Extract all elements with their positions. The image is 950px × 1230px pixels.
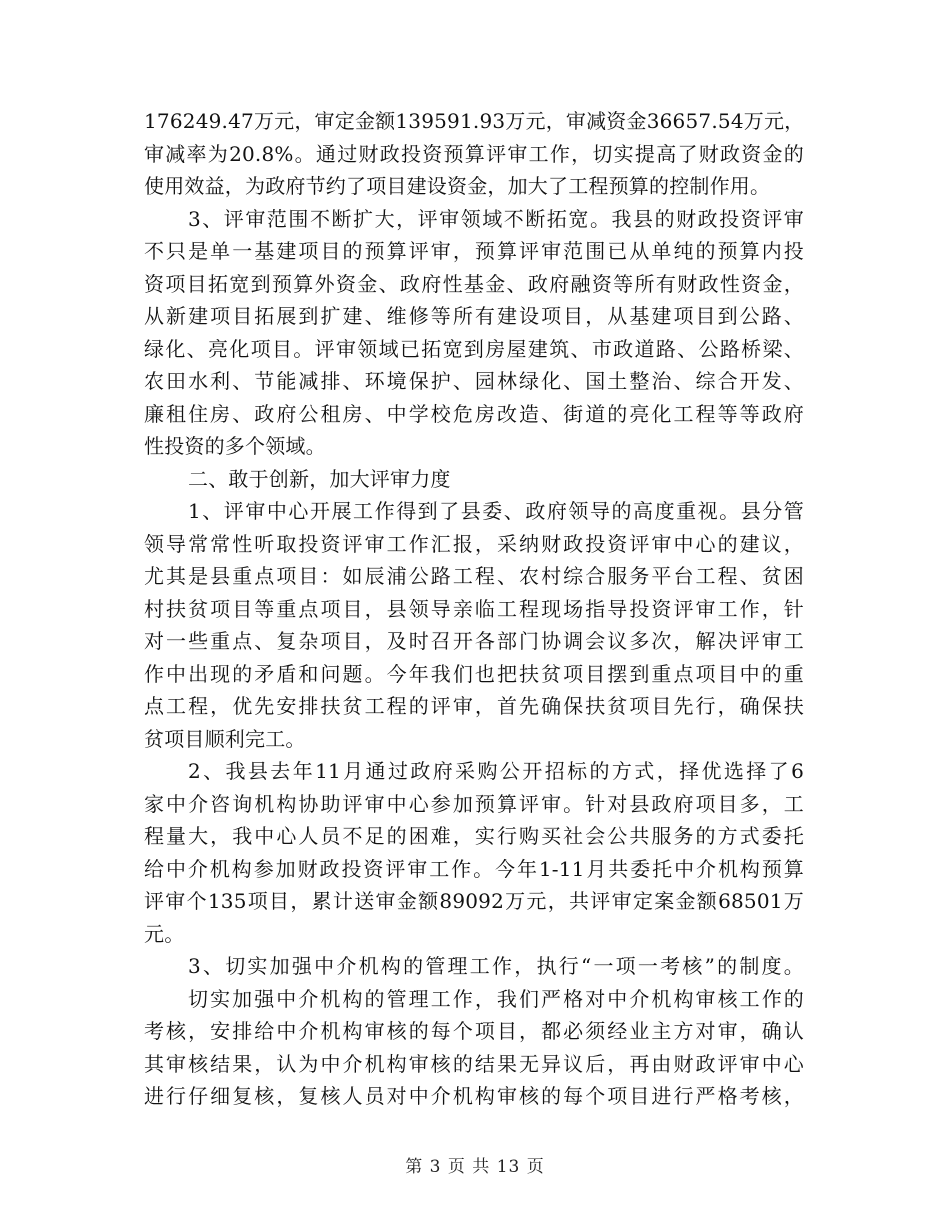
- text-line: 切实加强中介机构的管理工作，我们严格对中介机构审核工作的: [188, 986, 804, 1011]
- text-line: 资项目拓宽到预算外资金、政府性基金、政府融资等所有财政性资金，: [144, 271, 804, 296]
- document-body: [144, 105, 804, 1113]
- text-line: 不只是单一基建项目的预算评审，预算评审范围已从单纯的预算内投: [144, 239, 804, 263]
- page-number-footer: 第 3 页 共 13 页: [405, 1157, 545, 1177]
- text-line: 其审核结果，认为中介机构审核的结果无异议后，再由财政评审中心: [144, 1051, 804, 1076]
- text-line: 贫项目顺利完工。: [144, 726, 306, 751]
- text-line: 使用效益，为政府节约了项目建设资金，加大了工程预算的控制作用。: [144, 174, 771, 198]
- text-line: 家中介咨询机构协助评审中心参加预算评审。针对县政府项目多，工: [144, 791, 804, 816]
- text-line: 3、切实加强中介机构的管理工作，执行“一项一考核”的制度。: [188, 954, 804, 978]
- text-line: 程量大，我中心人员不足的困难，实行购买社会公共服务的方式委托: [144, 824, 804, 848]
- text-line: 点工程，优先安排扶贫工程的评审，首先确保扶贫项目先行，确保扶: [144, 694, 804, 718]
- text-line: 绿化、亮化项目。评审领域已拓宽到房屋建筑、市政道路、公路桥梁、: [144, 336, 804, 361]
- text-line: 1、评审中心开展工作得到了县委、政府领导的高度重视。县分管: [188, 499, 804, 523]
- text-line: 176249.47万元，审定金额139591.93万元，审减资金36657.54万元，: [144, 109, 805, 133]
- text-line: 对一些重点、复杂项目，及时召开各部门协调会议多次，解决评审工: [144, 629, 804, 653]
- text-line: 作中出现的矛盾和问题。今年我们也把扶贫项目摆到重点项目中的重: [144, 661, 804, 686]
- text-line: 领导常常性听取投资评审工作汇报，采纳财政投资评审中心的建议，: [144, 531, 804, 556]
- text-line: 给中介机构参加财政投资评审工作。今年1-11月共委托中介机构预算: [144, 856, 804, 881]
- text-line: 性投资的多个领域。: [144, 434, 326, 458]
- text-line: 考核，安排给中介机构审核的每个项目，都必须经业主方对审，确认: [144, 1019, 804, 1043]
- text-line: 评审个135项目，累计送审金额89092万元，共评审定案金额68501万: [144, 889, 804, 913]
- text-line: 2、我县去年11月通过政府采购公开招标的方式，择优选择了6: [188, 759, 804, 783]
- text-line: 审减率为20.8%。通过财政投资预算评审工作，切实提高了财政资金的: [144, 141, 804, 166]
- text-line: 村扶贫项目等重点项目，县领导亲临工程现场指导投资评审工作，针: [144, 596, 804, 621]
- text-line: 农田水利、节能减排、环境保护、园林绿化、国土整治、综合开发、: [144, 369, 804, 393]
- text-line: 元。: [144, 921, 185, 946]
- text-line: 3、评审范围不断扩大，评审领域不断拓宽。我县的财政投资评审: [188, 206, 804, 231]
- text-line: 廉租住房、政府公租房、中学校危房改造、街道的亮化工程等等政府: [144, 401, 804, 426]
- text-line: 尤其是县重点项目：如辰浦公路工程、农村综合服务平台工程、贫困: [144, 564, 804, 588]
- text-line: 进行仔细复核，复核人员对中介机构审核的每个项目进行严格考核，: [144, 1084, 804, 1108]
- text-line: 从新建项目拓展到扩建、维修等所有建设项目，从基建项目到公路、: [144, 304, 804, 328]
- section-heading: 二、敢于创新，加大评审力度: [188, 466, 451, 491]
